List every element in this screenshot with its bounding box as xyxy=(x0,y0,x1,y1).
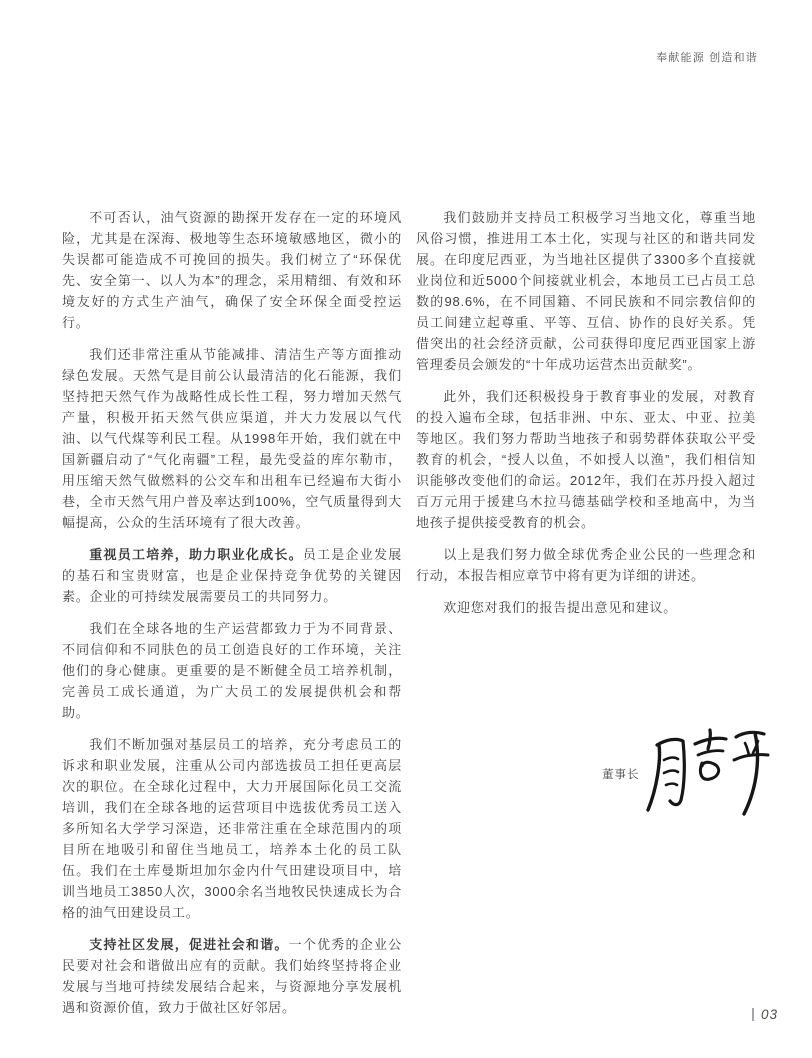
right-column xyxy=(416,207,756,1029)
paragraph-text: 我们还非常注重从节能减排、清洁生产等方面推动绿色发展。天然气是目前公认最清洁的化石能源，我们坚持把天然气作为战略性成长性工程，努力增加天然气产量，积极开拓天然气供应渠道，并大力发展以气代油、以气代煤等利民工程。从1998年开始，我们就在中国新疆启动了“气化南疆”工程，最先受益的库尔勒市，用压缩天然气做燃料的公交车和出租车已经遍布大街小巷，全市天然气用户普及率达到100%，空气质量得到大幅提高，公众的生活环境有了很大改善。 xyxy=(62,347,402,530)
page-content xyxy=(62,207,757,1029)
paragraph-text: 一个优秀的企业公民要对社会和谐做出应有的贡献。我们始终坚持将企业发展与当地可持续发展结合起来，与资源地分享发展机遇和资源价值，致力于做社区好邻居。 xyxy=(62,937,402,1015)
paragraph-text: 此外，我们还积极投身于教育事业的发展，对教育的投入遍布全球，包括非洲、中东、亚太、中亚、拉美等地区。我们努力帮助当地孩子和弱势群体获取公平受教育的机会，“授人以鱼，不如授人以渔”，我们相信知识能够改变他们的命运。2012年，我们在苏丹投入超过百万元用于援建乌木拉马德基础学校和圣地高中，为当地孩子提供接受教育的机会。 xyxy=(416,389,756,530)
paragraph-text: 欢迎您对我们的报告提出意见和建议。 xyxy=(443,600,678,615)
paragraph xyxy=(416,597,756,618)
paragraph-text: 以上是我们努力做全球优秀企业公民的一些理念和行动，本报告相应章节中将有更为详细的讲述。 xyxy=(416,547,756,583)
page-number: 03 xyxy=(760,1006,778,1022)
paragraph-text: 我们在全球各地的生产运营都致力于为不同背景、不同信仰和不同肤色的员工创造良好的工作环境，关注他们的身心健康。更重要的是不断健全员工培养机制，完善员工成长通道，为广大员工的发展提供机会和帮助。 xyxy=(62,621,402,720)
chairman-signature xyxy=(644,724,774,820)
paragraph-text: 不可否认，油气资源的勘探开发存在一定的环境风险，尤其是在深海、极地等生态环境敏感地区，微小的失误都可能造成不可挽回的损失。我们树立了“环保优先、安全第一、以人为本”的理念，采用精细、有效和环境友好的方式生产油气，确保了安全环保全面受控运行。 xyxy=(62,210,402,330)
paragraph xyxy=(62,207,402,333)
page-footer xyxy=(752,1006,778,1022)
paragraph xyxy=(62,734,402,923)
paragraph xyxy=(62,344,402,533)
paragraph xyxy=(416,207,756,375)
paragraph-text: 员工是企业发展的基石和宝贵财富，也是企业保持竞争优势的关键因素。企业的可持续发展需要员工的共同努力。 xyxy=(62,547,402,604)
paragraph-lead: 支持社区发展，促进社会和谐。 xyxy=(89,937,289,952)
running-head-slogan: 奉献能源 创造和谐 xyxy=(656,52,758,64)
paragraph-text: 我们不断加强对基层员工的培养，充分考虑员工的诉求和职业发展，注重从公司内部选拔员工担任更高层次的职位。在全球化过程中，大力开展国际化员工交流培训，我们在全球各地的运营项目中选拔优秀员工送入多所知名大学学习深造，还非常注重在全球范围内的项目所在地吸引和留住当地员工，培养本土化的员工队伍。我们在土库曼斯坦加尔金内什气田建设项目中，培训当地员工3850人次，3000余名当地牧民快速成长为合格的油气田建设员工。 xyxy=(62,737,402,920)
footer-divider xyxy=(752,1008,754,1021)
paragraph xyxy=(416,386,756,533)
paragraph-lead: 重视员工培养，助力职业化成长。 xyxy=(89,547,303,562)
paragraph-text: 我们鼓励并支持员工积极学习当地文化，尊重当地风俗习惯，推进用工本土化，实现与社区的和谐共同发展。在印度尼西亚，为当地社区提供了3300多个直接就业岗位和近5000个间接就业机会，本地员工已占员工总数的98.6%，在不同国籍、不同民族和不同宗教信仰的员工间建立起尊重、平等、互信、协作的良好关系。凭借突出的社会经济贡献，公司获得印度尼西亚国家上游管理委员会颁发的“十年成功运营杰出贡献奖”。 xyxy=(416,210,756,372)
paragraph xyxy=(62,618,402,723)
paragraph xyxy=(62,934,402,1018)
chairman-title-label: 董事长 xyxy=(602,769,640,781)
paragraph xyxy=(416,544,756,586)
signature-block xyxy=(598,724,778,820)
paragraph xyxy=(62,544,402,607)
left-column xyxy=(62,207,402,1029)
